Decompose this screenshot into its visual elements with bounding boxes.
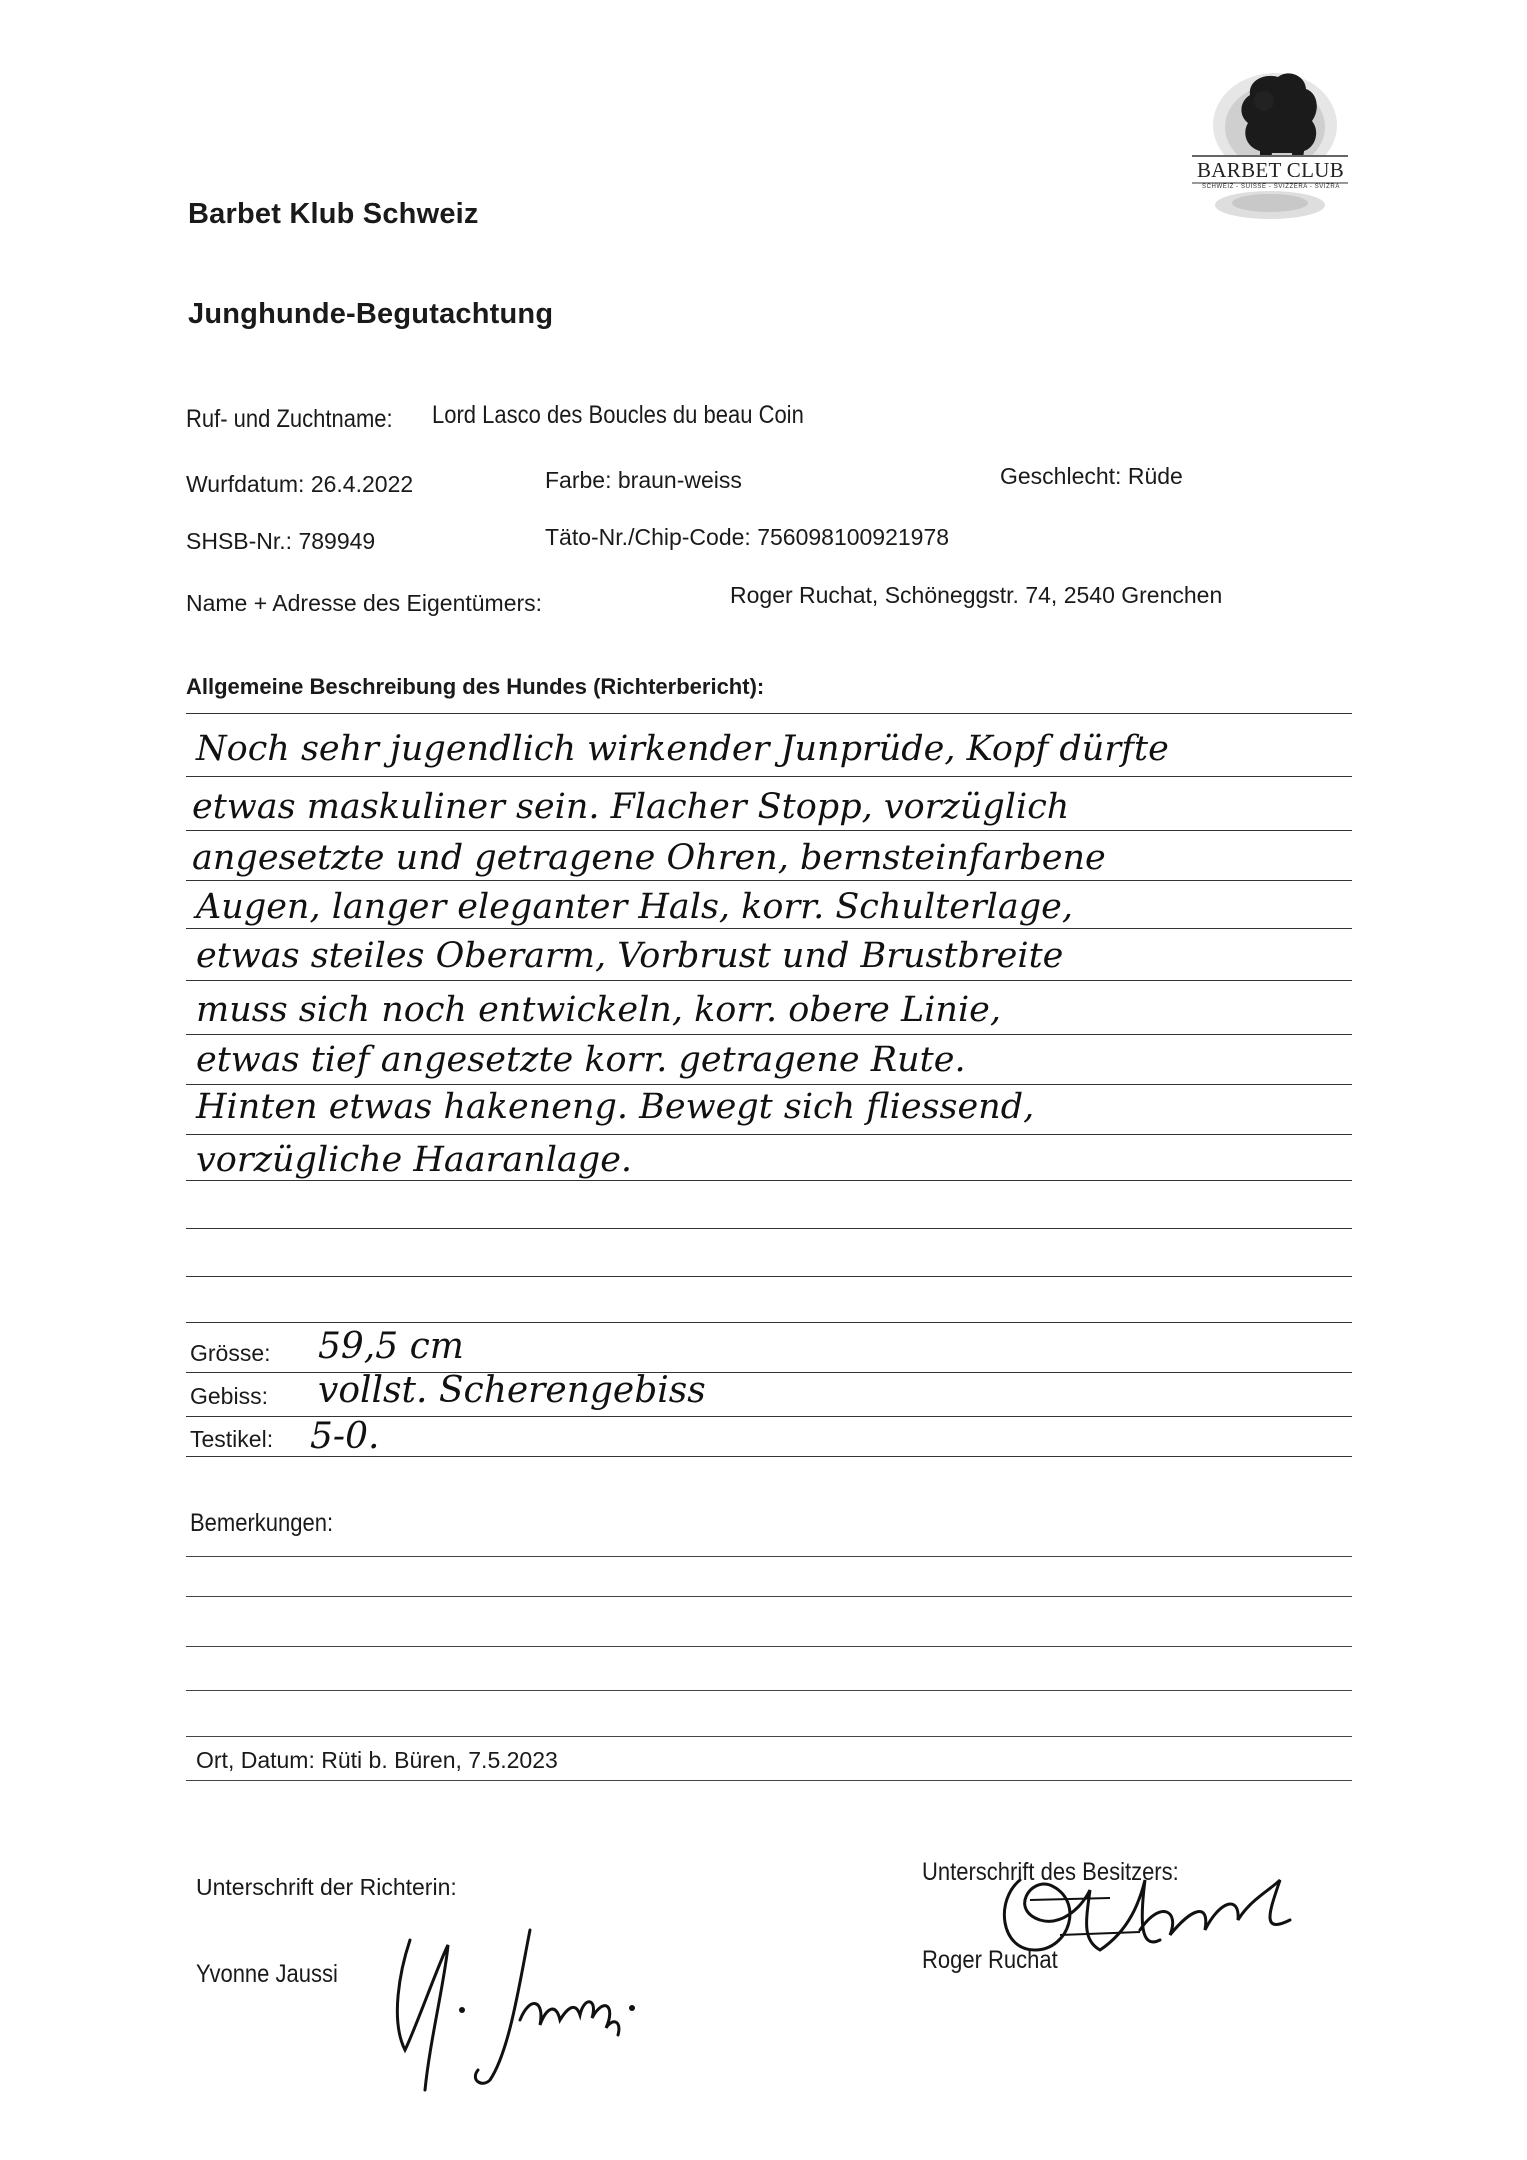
page-title: Junghunde-Begutachtung	[188, 298, 554, 330]
line-ort	[186, 1780, 1352, 1781]
remarks-line-3	[186, 1646, 1352, 1647]
judge-name: Yvonne Jaussi	[196, 1960, 338, 1988]
line-5	[186, 980, 1352, 981]
description-line-8: Hinten etwas hakeneng. Bewegt sich fliessend,	[196, 1087, 1035, 1127]
judge-signature-drawing	[370, 1900, 690, 2100]
judge-signature-label: Unterschrift der Richterin:	[196, 1874, 457, 1900]
barbet-club-logo	[1180, 55, 1360, 235]
groesse-label: Grösse:	[190, 1340, 271, 1366]
remarks-line-2	[186, 1596, 1352, 1597]
name-label: Ruf- und Zuchtname:	[186, 405, 393, 433]
description-line-6: muss sich noch entwickeln, korr. obere Linie,	[196, 990, 1001, 1030]
line-10	[186, 1228, 1352, 1229]
farbe: Farbe: braun-weiss	[545, 467, 742, 493]
remarks-line-4	[186, 1690, 1352, 1691]
description-line-7: etwas tief angesetzte korr. getragene Rute.	[196, 1040, 966, 1080]
dog-name-value: Lord Lasco des Boucles du beau Coin	[432, 401, 804, 429]
line-0	[186, 713, 1352, 714]
club-name: Barbet Klub Schweiz	[188, 198, 479, 230]
line-9	[186, 1180, 1352, 1181]
line-3	[186, 880, 1352, 881]
remarks-line-5	[186, 1736, 1352, 1737]
owner-signature-drawing	[990, 1840, 1320, 1980]
description-line-3: angesetzte und getragene Ohren, bernsteinfarbene	[192, 838, 1106, 878]
place-date: Ort, Datum: Rüti b. Büren, 7.5.2023	[196, 1747, 558, 1773]
logo-name: BARBET CLUB	[1196, 158, 1345, 182]
line-4	[186, 928, 1352, 929]
wurfdatum: Wurfdatum: 26.4.2022	[186, 471, 414, 497]
gebiss-value: vollst. Scherengebiss	[318, 1370, 706, 1411]
line-12	[186, 1322, 1352, 1323]
logo-subtitle: SCHWEIZ - SUISSE - SVIZZERA - SVIZRA	[1202, 184, 1340, 190]
description-line-2: etwas maskuliner sein. Flacher Stopp, vorzüglich	[192, 787, 1070, 827]
barbet-dog-icon	[1180, 55, 1360, 235]
line-2	[186, 830, 1352, 831]
gebiss-label: Gebiss:	[190, 1383, 268, 1409]
testikel-label: Testikel:	[190, 1426, 274, 1452]
line-testikel	[186, 1456, 1352, 1457]
description-line-5: etwas steiles Oberarm, Vorbrust und Brustbreite	[196, 936, 1064, 976]
line-6	[186, 1034, 1352, 1035]
description-line-4: Augen, langer eleganter Hals, korr. Schulterlage,	[196, 887, 1073, 927]
owner-name: Roger Ruchat	[922, 1946, 1058, 1974]
line-11	[186, 1276, 1352, 1277]
line-1	[186, 776, 1352, 777]
testikel-value: 5-0.	[310, 1416, 380, 1457]
geschlecht: Geschlecht: Rüde	[1000, 463, 1183, 489]
line-8	[186, 1134, 1352, 1135]
shsb-number: SHSB-Nr.: 789949	[186, 528, 376, 554]
owner-signature-label: Unterschrift des Besitzers:	[922, 1858, 1179, 1886]
description-line-1: Noch sehr jugendlich wirkender Junprüde, Kopf dürfte	[196, 729, 1169, 769]
description-line-9: vorzügliche Haaranlage.	[196, 1140, 633, 1180]
chip-code: Täto-Nr./Chip-Code: 756098100921978	[545, 524, 950, 550]
owner-address: Roger Ruchat, Schöneggstr. 74, 2540 Grenchen	[730, 582, 1223, 608]
groesse-value: 59,5 cm	[318, 1326, 464, 1367]
remarks-line-1	[186, 1556, 1352, 1557]
owner-label: Name + Adresse des Eigentümers:	[186, 590, 543, 616]
description-heading: Allgemeine Beschreibung des Hundes (Richterbericht):	[186, 674, 765, 699]
remarks-label: Bemerkungen:	[190, 1509, 334, 1537]
line-7	[186, 1084, 1352, 1085]
